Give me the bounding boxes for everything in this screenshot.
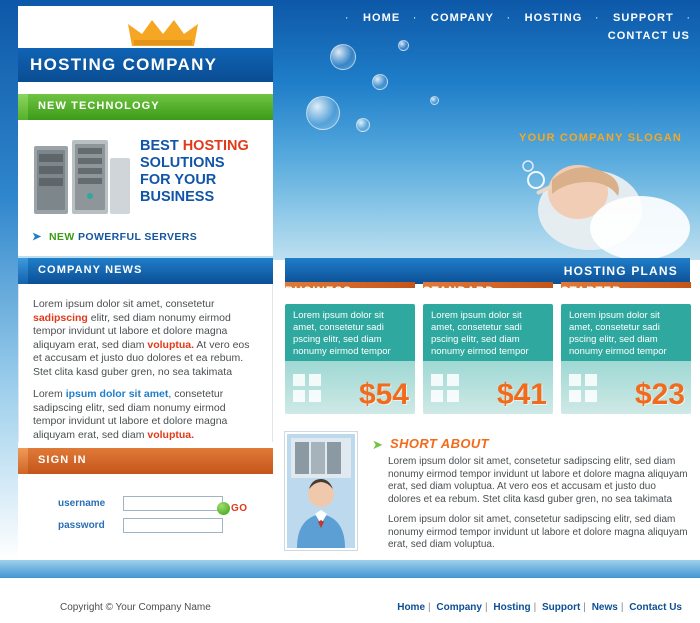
footer-separator: | (533, 602, 537, 613)
footer-link-company[interactable]: Company (436, 602, 482, 613)
new-technology-heading: NEW TECHNOLOGY (38, 100, 160, 112)
username-label: username (58, 498, 106, 509)
footer-navigation[interactable] (397, 602, 682, 613)
plan-description: Lorem ipsum dolor sit amet, consetetur sadi pscing elitr, sed diam nonumy eirmod tempor (293, 310, 391, 357)
short-about-title: SHORT ABOUT (390, 436, 490, 451)
section-header-sign-in (18, 448, 273, 474)
plan-body (285, 304, 415, 414)
plan-body (561, 304, 691, 414)
footer-separator: | (484, 602, 488, 613)
news-link-ipsum[interactable]: ipsum dolor sit amet (65, 388, 169, 400)
footer-separator: | (620, 602, 624, 613)
footer-link-hosting[interactable]: Hosting (493, 602, 531, 613)
news-link-voluptua-2[interactable]: voluptua. (147, 428, 195, 441)
bubble-decoration (398, 40, 409, 51)
news-p1-text-a: Lorem ipsum dolor sit amet, consetetur (33, 298, 215, 310)
server-image (32, 138, 132, 218)
bubble-decoration (372, 74, 388, 90)
sign-in-heading: SIGN IN (38, 454, 87, 466)
footer-separator: | (583, 602, 586, 613)
go-button[interactable]: GO (231, 503, 248, 514)
about-photo (285, 432, 357, 550)
company-slogan: YOUR COMPANY SLOGAN (519, 132, 682, 144)
plan-name: STARTER (561, 286, 622, 298)
plan-card-starter[interactable] (561, 286, 691, 414)
nav-item-support[interactable]: SUPPORT (613, 12, 674, 24)
plan-price: $41 (496, 378, 547, 411)
nav-separator: · (686, 12, 690, 24)
section-header-company-news (18, 258, 273, 284)
section-header-hosting-plans (285, 258, 690, 284)
promo-line1: BEST (140, 138, 179, 154)
news-link-sadipscing[interactable]: sadipscing (33, 311, 88, 324)
short-about-text (388, 456, 688, 560)
news-p1-text-b: elitr, sed diam nonumy eirmod tempor invidunt ut labore et dolore magna aliquyam erat, sed diam (33, 311, 231, 351)
plan-description: Lorem ipsum dolor sit amet, consetetur sadi pscing elitr, sed diam nonumy eirmod tempor (569, 310, 667, 357)
news-paragraph-2 (33, 388, 258, 442)
footer-link-contact-us[interactable]: Contact Us (629, 602, 682, 613)
promo-subline (32, 230, 272, 243)
plan-card-standard[interactable] (423, 286, 553, 414)
about-paragraph-2: Lorem ipsum dolor sit amet, consetetur sadipscing elitr, sed diam nonumy eirmod tempor invidunt ut labore et dolore magna aliquyam erat, sed diam voluptua. (388, 514, 688, 550)
bubble-decoration (330, 44, 356, 70)
news-p2-text-b: , consetetur sadipscing elitr, sed diam nonumy eirmod tempor invidunt ut labore et dolore magna aliquyam erat, sed diam (33, 388, 228, 441)
news-link-voluptua[interactable]: voluptua. (147, 338, 195, 351)
password-input[interactable] (123, 518, 223, 533)
bubble-decoration (430, 96, 439, 105)
top-navigation[interactable] (285, 8, 690, 42)
news-p2-text-a: Lorem (33, 388, 66, 400)
plan-price: $54 (358, 378, 409, 411)
sign-in-form[interactable] (18, 474, 273, 546)
footer-strip (0, 560, 700, 578)
about-paragraph-1: Lorem ipsum dolor sit amet, consetetur sadipscing elitr, sed diam nonumy eirmod tempor invidunt ut labore et dolore magna aliquyam erat, sed diam voluptua. At vero eos et accusam et justo duo dolores et ea rebum. Stet clita kasd guber gren, no sea takimata (388, 456, 688, 505)
arrow-right-icon: ➤ (32, 231, 42, 243)
news-paragraph-1 (33, 284, 258, 379)
nav-separator: · (594, 12, 599, 24)
section-header-new-technology (18, 94, 273, 120)
nav-separator: · (506, 12, 511, 24)
left-edge-gradient (0, 0, 18, 560)
footer-separator: | (428, 602, 431, 613)
nav-separator: · (412, 12, 417, 24)
arrow-right-icon: ➤ (372, 437, 383, 452)
promo-headline (140, 138, 268, 206)
promo-line2: SOLUTIONS (140, 155, 225, 171)
nav-separator: · (344, 12, 349, 24)
footer (0, 578, 700, 623)
copyright-text: Copyright © Your Company Name (60, 602, 211, 613)
username-input[interactable] (123, 496, 223, 511)
logo-text: HOSTING COMPANY (30, 55, 218, 74)
promo-sub-green: NEW (48, 231, 75, 243)
promo-line4: BUSINESS (140, 189, 215, 205)
crown-icon (128, 18, 198, 48)
nav-item-contact-us[interactable]: CONTACT US (607, 30, 690, 42)
promo-line1b: HOSTING (182, 138, 249, 154)
grid-icon (431, 374, 461, 404)
child-illustration (440, 140, 690, 260)
go-arrow-icon[interactable] (217, 502, 230, 515)
hosting-plans-heading: HOSTING PLANS (563, 264, 678, 278)
bubble-decoration (306, 96, 340, 130)
grid-icon (569, 374, 599, 404)
company-news-heading: COMPANY NEWS (38, 264, 143, 276)
grid-icon (293, 374, 323, 404)
nav-item-company[interactable]: COMPANY (430, 12, 495, 24)
footer-link-news[interactable]: News (591, 602, 618, 613)
businessman-photo (287, 434, 355, 548)
promo-block (18, 120, 273, 256)
nav-item-home[interactable]: HOME (362, 12, 401, 24)
plan-body (423, 304, 553, 414)
plan-price: $23 (634, 378, 685, 411)
promo-line3: FOR YOUR (140, 172, 217, 188)
footer-link-support[interactable]: Support (541, 602, 581, 613)
plan-description: Lorem ipsum dolor sit amet, consetetur sadi pscing elitr, sed diam nonumy eirmod tempor (431, 310, 529, 357)
password-label: password (58, 520, 105, 531)
footer-link-home[interactable]: Home (397, 602, 426, 613)
logo-divider (18, 84, 273, 87)
company-news-body (18, 284, 273, 442)
bubble-decoration (356, 118, 370, 132)
nav-item-hosting[interactable]: HOSTING (524, 12, 583, 24)
news-p1-text-c: At vero eos et accusam et justo duo dolores et ea rebum. Stet clita kasd guber gren, no sea takimata (33, 338, 250, 378)
plan-card-business[interactable] (285, 286, 415, 414)
plan-name: BUSINESS (285, 286, 352, 298)
promo-sub-blue: POWERFUL SERVERS (77, 231, 198, 243)
plan-name: STANDARD (423, 286, 495, 298)
